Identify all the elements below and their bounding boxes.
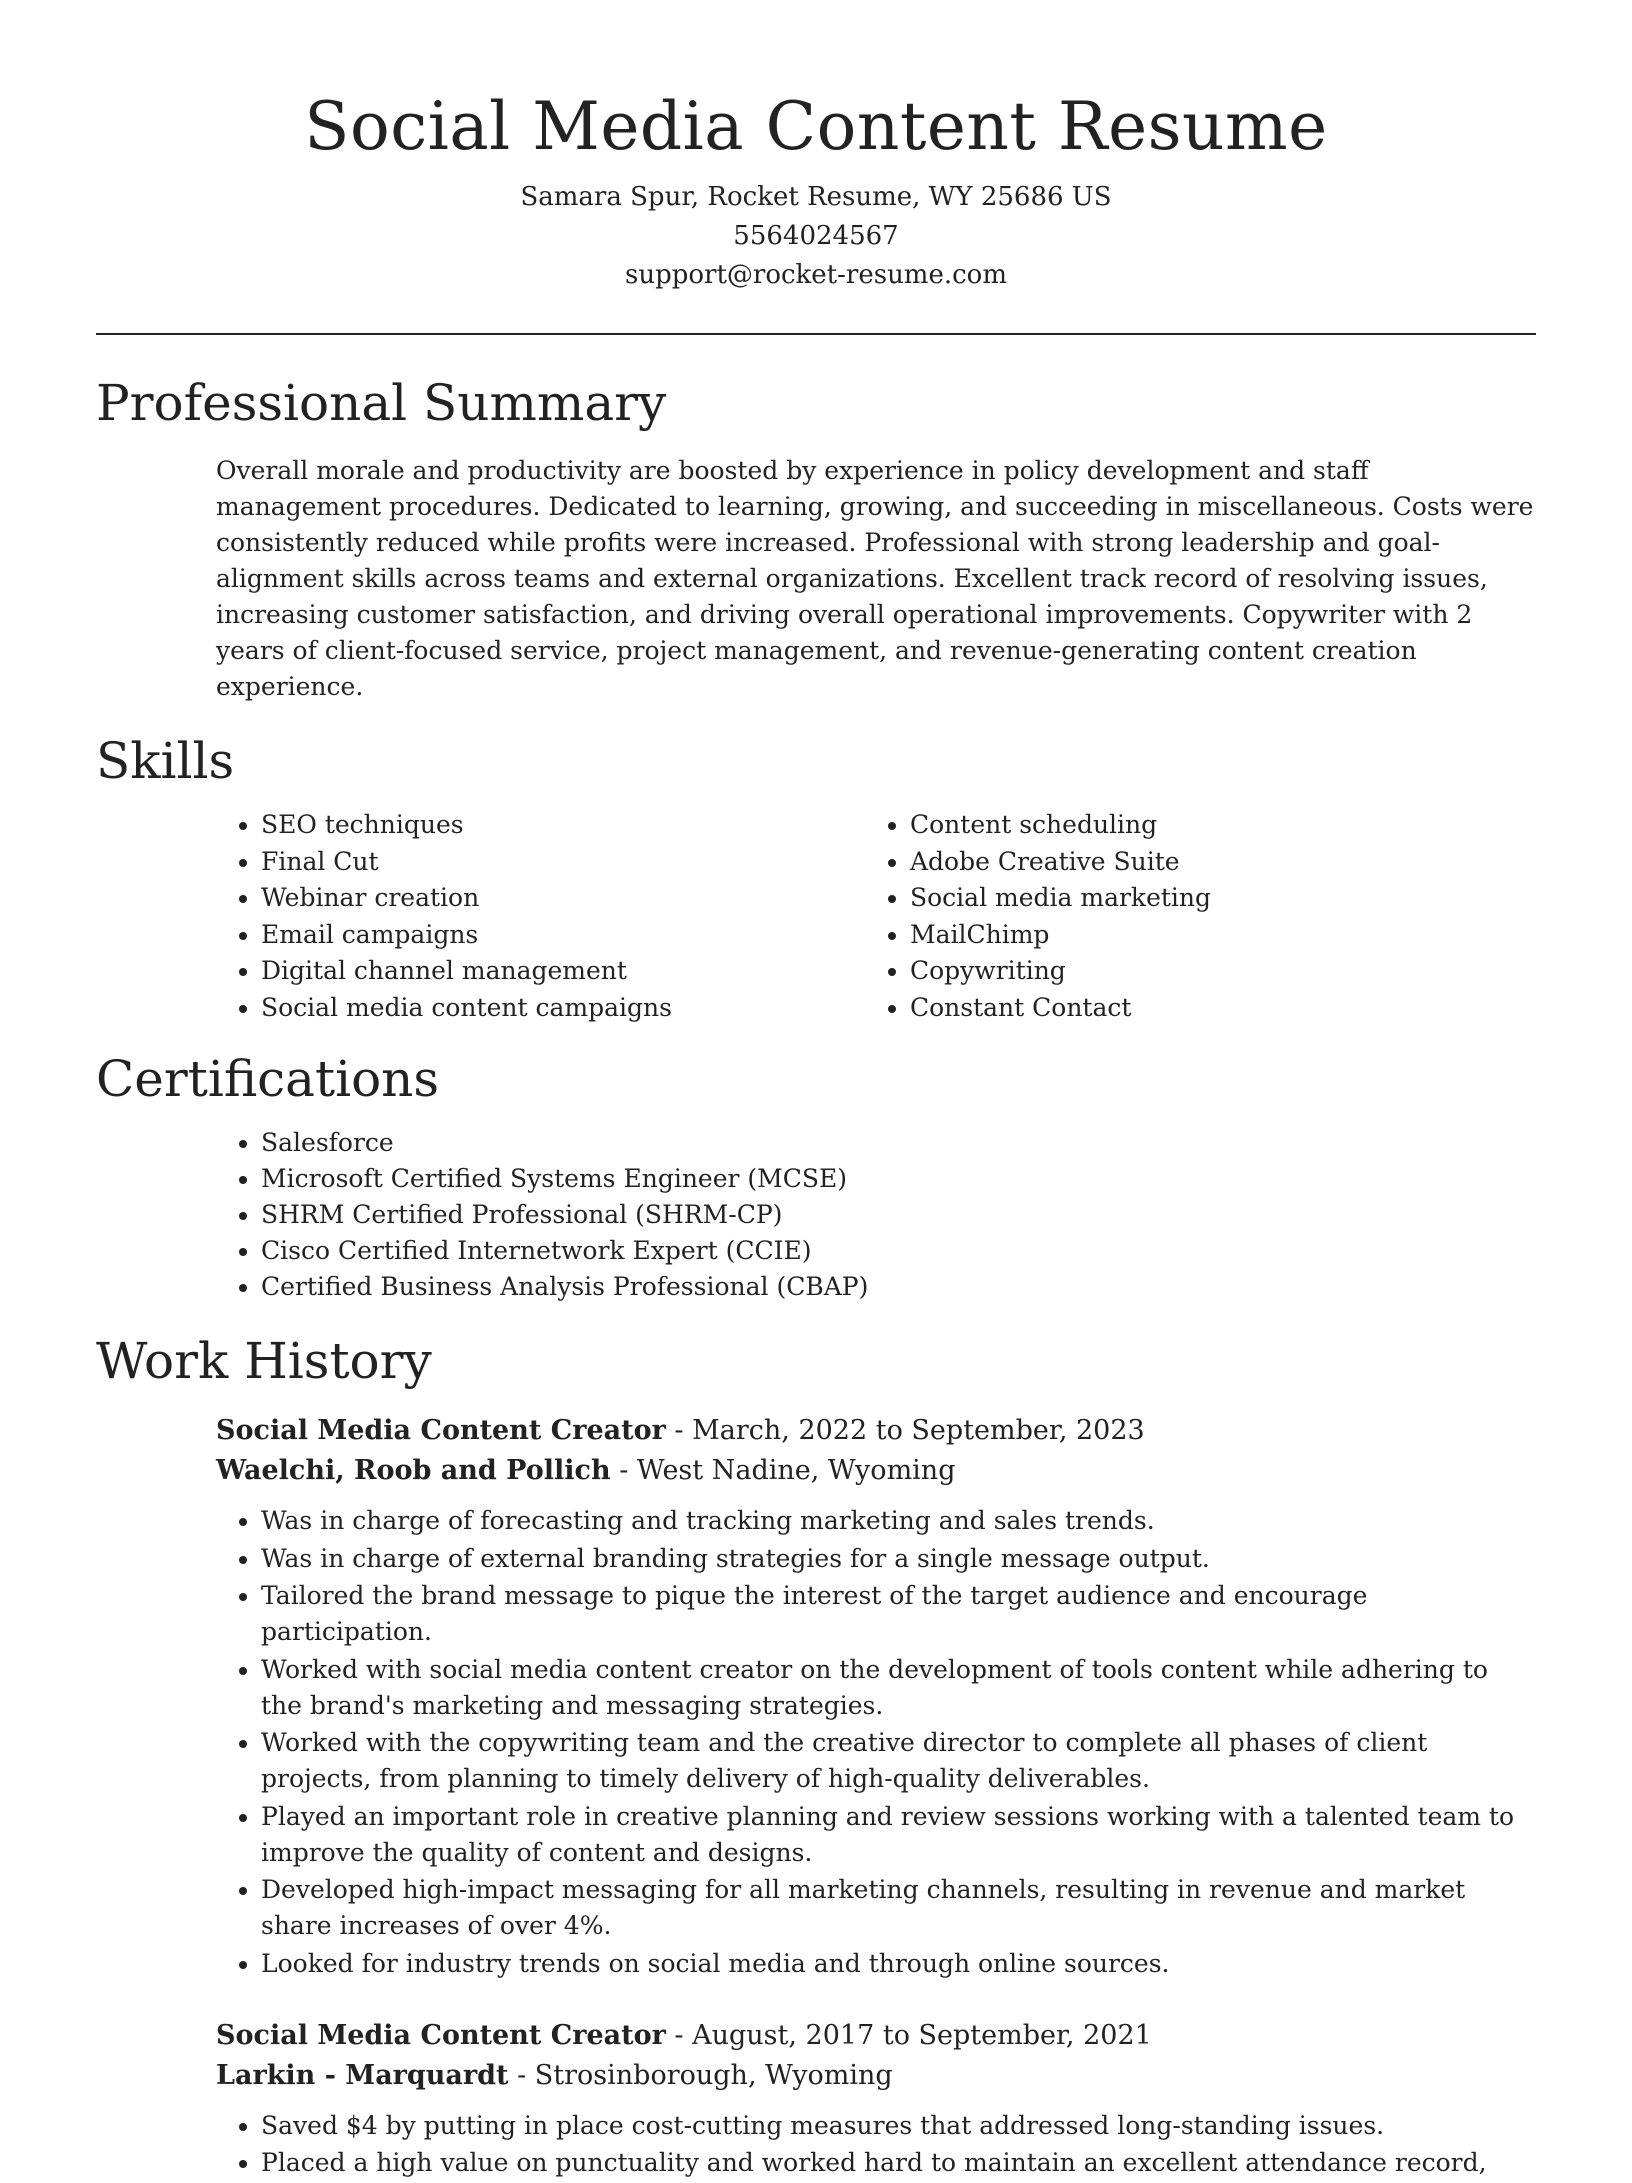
- separator: -: [508, 2059, 535, 2091]
- job-entry: [96, 2016, 1536, 2182]
- separator: -: [610, 1455, 637, 1486]
- skill-item: • SEO techniques: [261, 807, 672, 844]
- job-title: Social Media Content Creator: [216, 1415, 666, 1446]
- skill-item: • MailChimp: [910, 917, 1211, 954]
- skills-section: [96, 731, 1536, 1027]
- skill-item: • Content scheduling: [910, 807, 1211, 844]
- job-bullet: • Saved $4 by putting in place cost-cutting measures that addressed long-standing issues.: [261, 2108, 1536, 2144]
- job-bullet: • Developed high-impact messaging for all marketing channels, resulting in revenue and market share increases of over 4%.: [261, 1872, 1536, 1944]
- certification-item: • SHRM Certified Professional (SHRM-CP): [261, 1197, 1536, 1233]
- job-location: Strosinborough, Wyoming: [534, 2059, 893, 2091]
- job-title: Social Media Content Creator: [216, 2019, 666, 2051]
- certification-item: • Cisco Certified Internetwork Expert (CCIE): [261, 1233, 1536, 1269]
- certifications-section: [96, 1049, 1536, 1305]
- skill-item: • Constant Contact: [910, 990, 1211, 1027]
- contact-block: [96, 178, 1536, 295]
- certification-item: • Certified Business Analysis Professional (CBAP): [261, 1269, 1536, 1305]
- job-company: Waelchi, Roob and Pollich: [216, 1455, 611, 1486]
- job-bullet: • Looked for industry trends on social media and through online sources.: [261, 1946, 1536, 1982]
- contact-email: support@rocket-resume.com: [624, 260, 1007, 290]
- contact-address: Samara Spur, Rocket Resume, WY 25686 US: [520, 182, 1112, 212]
- contact-phone: 5564024567: [733, 221, 899, 251]
- certification-item: • Microsoft Certified Systems Engineer (MCSE): [261, 1161, 1536, 1197]
- certifications-heading: Certifications: [96, 1050, 440, 1108]
- skill-item: • Social media content campaigns: [261, 990, 672, 1027]
- job-bullet: • Tailored the brand message to pique the interest of the target audience and encourage participation.: [261, 1578, 1536, 1650]
- job-company-line: [216, 2056, 1536, 2096]
- skill-item: • Adobe Creative Suite: [910, 844, 1211, 881]
- resume-title: Social Media Content Resume: [304, 88, 1328, 165]
- skill-item: • Email campaigns: [261, 917, 672, 954]
- summary-text: Overall morale and productivity are boosted by experience in policy development and staff management procedures. Dedicated to learning, growing, and succeeding in miscellaneous. Costs were consistently reduced while profits were increased. Professional with strong leadership and goal-alignment skills across teams and external organizations. Excellent track record of resolving issues, increasing customer satisfaction, and driving overall operational improvements. Copywriter with 2 years of client-focused service, project management, and revenue-generating content creation experience.: [216, 456, 1534, 701]
- skill-item: • Copywriting: [910, 953, 1211, 990]
- job-company-line: [216, 1451, 1536, 1491]
- certifications-list: [96, 1125, 1536, 1305]
- certification-item: • Salesforce: [261, 1125, 1536, 1161]
- summary-heading: Professional Summary: [96, 374, 667, 432]
- job-bullets: [96, 2108, 1536, 2182]
- job-bullet: • Worked with the copywriting team and the creative director to complete all phases of client projects, from planning to timely delivery of high-quality deliverables.: [261, 1725, 1536, 1797]
- skills-heading: Skills: [96, 732, 235, 790]
- job-bullet: • Placed a high value on punctuality and worked hard to maintain an excellent attendance record,: [261, 2145, 1536, 2181]
- job-title-line: [216, 2016, 1536, 2056]
- skill-item: • Webinar creation: [261, 880, 672, 917]
- skills-list-right: [910, 807, 1211, 1026]
- job-location: West Nadine, Wyoming: [636, 1455, 956, 1486]
- job-title-line: [216, 1411, 1536, 1451]
- job-bullet: • Was in charge of external branding strategies for a single message output.: [261, 1541, 1536, 1577]
- separator: -: [665, 2019, 693, 2051]
- work-history-section: [96, 1331, 1536, 2181]
- job-bullet: • Worked with social media content creator on the development of tools content while adhering to the brand's marketing and messaging strategies.: [261, 1652, 1536, 1724]
- skill-item: • Digital channel management: [261, 953, 672, 990]
- skill-item: • Final Cut: [261, 844, 672, 881]
- job-company: Larkin - Marquardt: [216, 2059, 509, 2091]
- job-dates: March, 2022 to September, 2023: [692, 1415, 1145, 1446]
- separator: -: [665, 1415, 693, 1446]
- header-divider: [96, 333, 1536, 335]
- job-bullet: • Played an important role in creative planning and review sessions working with a talented team to improve the quality of content and designs.: [261, 1799, 1536, 1871]
- skills-list-left: [96, 807, 672, 1026]
- job-entry: [96, 1411, 1536, 1982]
- job-bullet: • Was in charge of forecasting and tracking marketing and sales trends.: [261, 1503, 1536, 1539]
- work-history-heading: Work History: [96, 1332, 432, 1390]
- resume-page: [96, 0, 1536, 2183]
- job-bullets: [96, 1503, 1536, 1982]
- skill-item: • Social media marketing: [910, 880, 1211, 917]
- summary-section: [96, 373, 1536, 705]
- job-dates: August, 2017 to September, 2021: [692, 2019, 1152, 2051]
